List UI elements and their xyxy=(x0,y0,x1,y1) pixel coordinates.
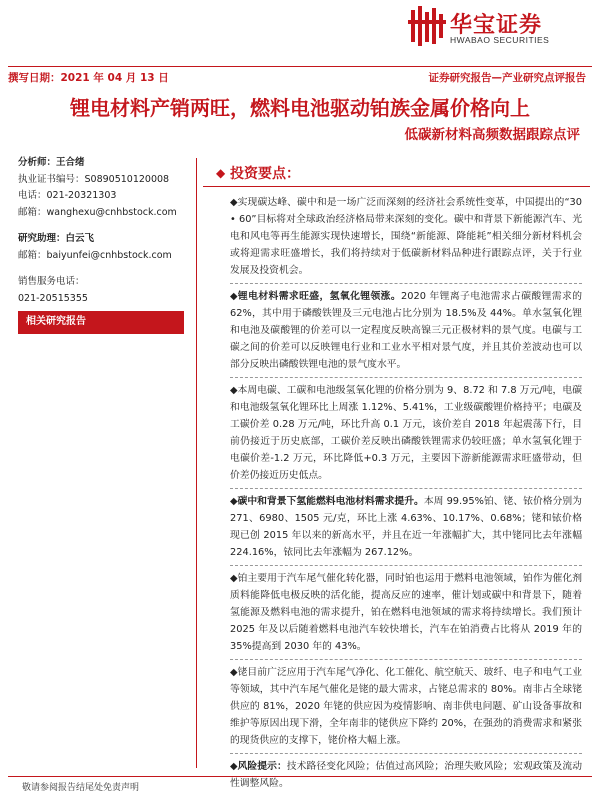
sales-label: 销售服务电话： xyxy=(18,276,85,287)
report-date: 撰写日期：2021 年 04 月 13 日 xyxy=(8,72,169,84)
list-item xyxy=(230,754,582,796)
logo-mark-icon xyxy=(408,6,446,46)
key-points-list xyxy=(230,190,582,796)
list-item xyxy=(230,489,582,566)
sales-phone: 021-20515355 xyxy=(18,292,88,304)
list-item xyxy=(230,566,582,660)
bullet-text: 技术路径变化风险；估值过高风险；治理失败风险；宏观政策及流动性调整风险。 xyxy=(230,761,582,789)
key-points-title: 投资要点： xyxy=(230,166,300,182)
report-type: 证券研究报告—产业研究点评报告 xyxy=(428,72,586,84)
diamond-icon: ◆ xyxy=(216,166,226,180)
bullet-text: ◆本周电碳、工碳和电池级氢氧化锂的价格分别为 9、8.72 和 7.8 万元/吨，电碳和电池级氢氧化锂环比上周涨 1.12%、5.41%，工业级碳酸锂价格持平；电碳及工碳价差 0.28 万元/吨，环比升高 0.1 万元，该价差自 2018 年起震荡下行，目前仍接近于历史底部，工碳价差反映出磷酸铁锂需求仍较旺盛；单水氢氧化锂于电碳价差-1.2 万元，环比降低+0.3 万元，主要因下游新能源需求旺盛带动，但价差仍接近历史低点。 xyxy=(230,385,582,481)
column-divider xyxy=(196,158,197,768)
logo-text-cn: 华宝证券 xyxy=(450,13,543,38)
bullet-text: ◆铂主要用于汽车尾气催化转化器，同时铂也运用于燃料电池领域，铂作为催化剂质料能降低电极反映的活化能，提高反应的速率，催计划或碳中和背景下，随着氢能源及燃料电池的需求提升，铂在燃料电池领域的需求将持续增长。我们预计 2025 年及以后随着燃料电池汽车较快增长，汽车在铂消费占比将从 2019 年的 35%提高到 2030 年的 43%。 xyxy=(230,573,582,652)
bullet-head: ◆碳中和背景下氢能燃料电池材料需求提升。 xyxy=(230,496,424,507)
bullet-text: ◆实现碳达峰、碳中和是一场广泛而深刻的经济社会系统性变革，中国提出的“30 • 60”目标将对全球政治经济格局带来深刻的变化。碳中和背景下新能源汽车、光电和风电等再生能源实现快速增长，围绕“新能源、降能耗”相关细分新材料机会或将迎需求旺盛增长，我们将持续对于低碳新材料品种进行跟踪点评，关于行业发展及投资机会。 xyxy=(230,197,582,276)
analyst-info xyxy=(18,155,190,334)
company-logo xyxy=(408,6,588,48)
analyst-email: 邮箱：wanghexu@cnhbstock.com xyxy=(18,206,177,218)
key-points-underline xyxy=(203,186,590,187)
assistant-email: 邮箱：baiyunfei@cnhbstock.com xyxy=(18,249,172,261)
footer-divider xyxy=(8,776,592,777)
bullet-text: 2020 年锂离子电池需求占碳酸锂需求的 62%，其中用于磷酸铁锂及三元电池占比分别为 18.5%及 44%。单水氢氧化锂和电池及碳酸锂的价差可以一定程度反映高镍三元正极材料的景气度。电碳与工碳之间的价差可以反映锂电行业和工业水平相对景气度，并且其价差波动也可以部分反映出磷酸铁锂电池的景气度水平。 xyxy=(230,291,583,370)
bullet-text: 本周 99.95%铂、铑、铱价格分别为 271、6980、1505 元/克，环比上涨 4.63%、10.17%、0.68%；铑和铱价格现已创 2015 年以来的新高水平，并且在近一年涨幅扩大，其中铑同比去年涨幅 224.16%，铱同比去年涨幅为 267.12%。 xyxy=(230,496,582,558)
page-title: 锂电材料产销两旺，燃料电池驱动铂族金属价格向上 xyxy=(70,96,530,120)
page-subtitle: 低碳新材料高频数据跟踪点评 xyxy=(404,127,580,143)
list-item xyxy=(230,284,582,378)
footer-disclaimer: 敬请参阅报告结尾处免责声明 xyxy=(22,783,140,793)
bullet-head: ◆风险提示： xyxy=(230,761,287,772)
bullet-text: ◆铑目前广泛应用于汽车尾气净化、化工催化、航空航天、玻纤、电子和电气工业等领域，其中汽车尾气催化是铑的最大需求，占铑总需求的 80%。南非占全球铑供应的 81%，2020 年铑的供应因为疫情影响、南非供电问题、矿山设备事故和维护等原因出现下滑，全年南非的铑供应下降约 20%，在强劲的消费需求和紧张的现货供应的支撑下，铑价格大幅上涨。 xyxy=(230,667,582,746)
analyst-name: 分析师：王合绪 xyxy=(18,157,85,168)
header-divider xyxy=(8,66,592,67)
list-item xyxy=(230,378,582,489)
bullet-head: ◆锂电材料需求旺盛，氢氧化锂领涨。 xyxy=(230,291,402,302)
list-item xyxy=(230,190,582,284)
list-item xyxy=(230,660,582,754)
analyst-cert: 执业证书编号：S0890510120008 xyxy=(18,173,170,185)
analyst-phone: 电话：021-20321303 xyxy=(18,190,117,201)
logo-text-en: HWABAO SECURITIES xyxy=(450,35,550,45)
assistant-name: 研究助理：白云飞 xyxy=(18,233,95,244)
related-reports-tag: 相关研究报告 xyxy=(18,311,184,334)
